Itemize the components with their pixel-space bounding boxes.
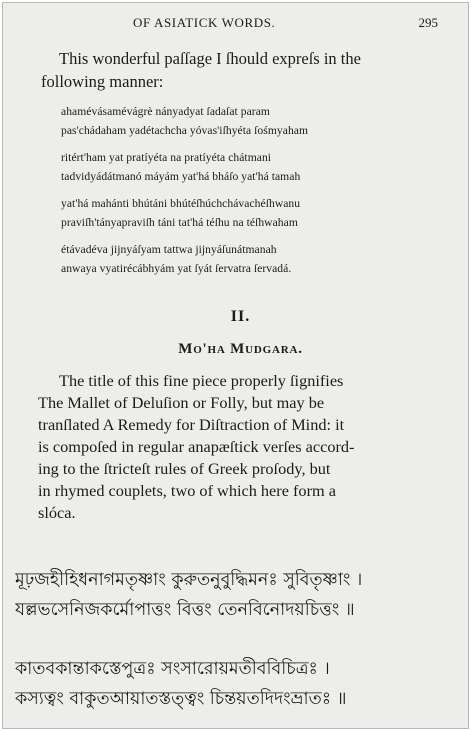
verse-line: ritért'ham yat pratíyéta na pratíyéta chátmani (61, 151, 272, 164)
verse-line: tadvidyádátmanó máyám yat'há bháſo yat'há tamah (61, 169, 301, 183)
page-number: 295 (418, 15, 438, 30)
verse-line: étávadéva jijnyáſyam tattwa jijnyáſunátmanah (61, 243, 277, 256)
bengali-line: মূঢ়জহীহিধনাগমতৃষ্ণাং কুরুতনুবুদ্ধিমনঃ সুবিতৃষ্ণাং । (15, 570, 363, 590)
book-page (2, 2, 469, 729)
intro-paragraph (41, 47, 461, 93)
verse-line: ahamévásamévágrè nányadyat ſadaſat param (61, 105, 270, 118)
bengali-line: যল্লভসেনিজকর্মোপাত্তং বিত্তং তেনবিনোদয়চিত্তং ॥ (15, 600, 355, 620)
body-line: is compoſed in regular anapæſtick verſes accord- (38, 437, 355, 456)
bengali-verse-block (15, 565, 465, 625)
verse-line: pas'chádaham yadétachcha yóvas'iſhyéta ſośmyaham (61, 123, 309, 137)
running-head (3, 15, 468, 33)
intro-line: following manner: (41, 72, 164, 91)
running-title: OF ASIATICK WORDS. (133, 15, 276, 30)
verse-stanza (61, 195, 461, 232)
body-line: The title of this fine piece properly ſignifies (59, 371, 344, 390)
body-line: in rhymed couplets, two of which here form a (38, 481, 336, 500)
section-number: II. (230, 308, 251, 325)
body-line: ing to the ſtricteſt rules of Greek proſody, but (38, 459, 331, 478)
verse-stanza (61, 149, 461, 186)
intro-line: This wonderful paſſage I ſhould expreſs in the (59, 49, 361, 68)
body-line: tranſlated A Remedy for Diſtraction of Mind: it (38, 415, 345, 434)
verse-line: yat'há mahánti bhútáni bhútéſhúchchávachéſhwanu (61, 197, 301, 210)
verse-line: praviſh'tányapraviſh táni tat'há téſhu na téſhwaham (61, 215, 298, 229)
bengali-line: কাতবকান্তাকস্তেপুত্রঃ সংসারোয়মতীববিচিত্রঃ । (15, 659, 330, 679)
verse-stanza (61, 103, 461, 140)
body-paragraph (38, 370, 458, 524)
transliterated-verses (61, 103, 461, 287)
bengali-line: কস্যত্বং বাকুতআয়াতস্তত্ত্বং চিন্তয়তদিদংভ্রাতঃ ॥ (15, 689, 347, 709)
body-line: slóca. (38, 503, 76, 522)
bengali-verse-block (15, 654, 465, 714)
section-title: Mo'ha Mudgara. (178, 341, 303, 357)
verse-line: anwaya vyatirécábhyám yat ſyát ſervatra ſervadá. (61, 261, 292, 275)
body-line: The Mallet of Deluſion or Folly, but may be (38, 393, 325, 412)
verse-stanza (61, 241, 461, 278)
